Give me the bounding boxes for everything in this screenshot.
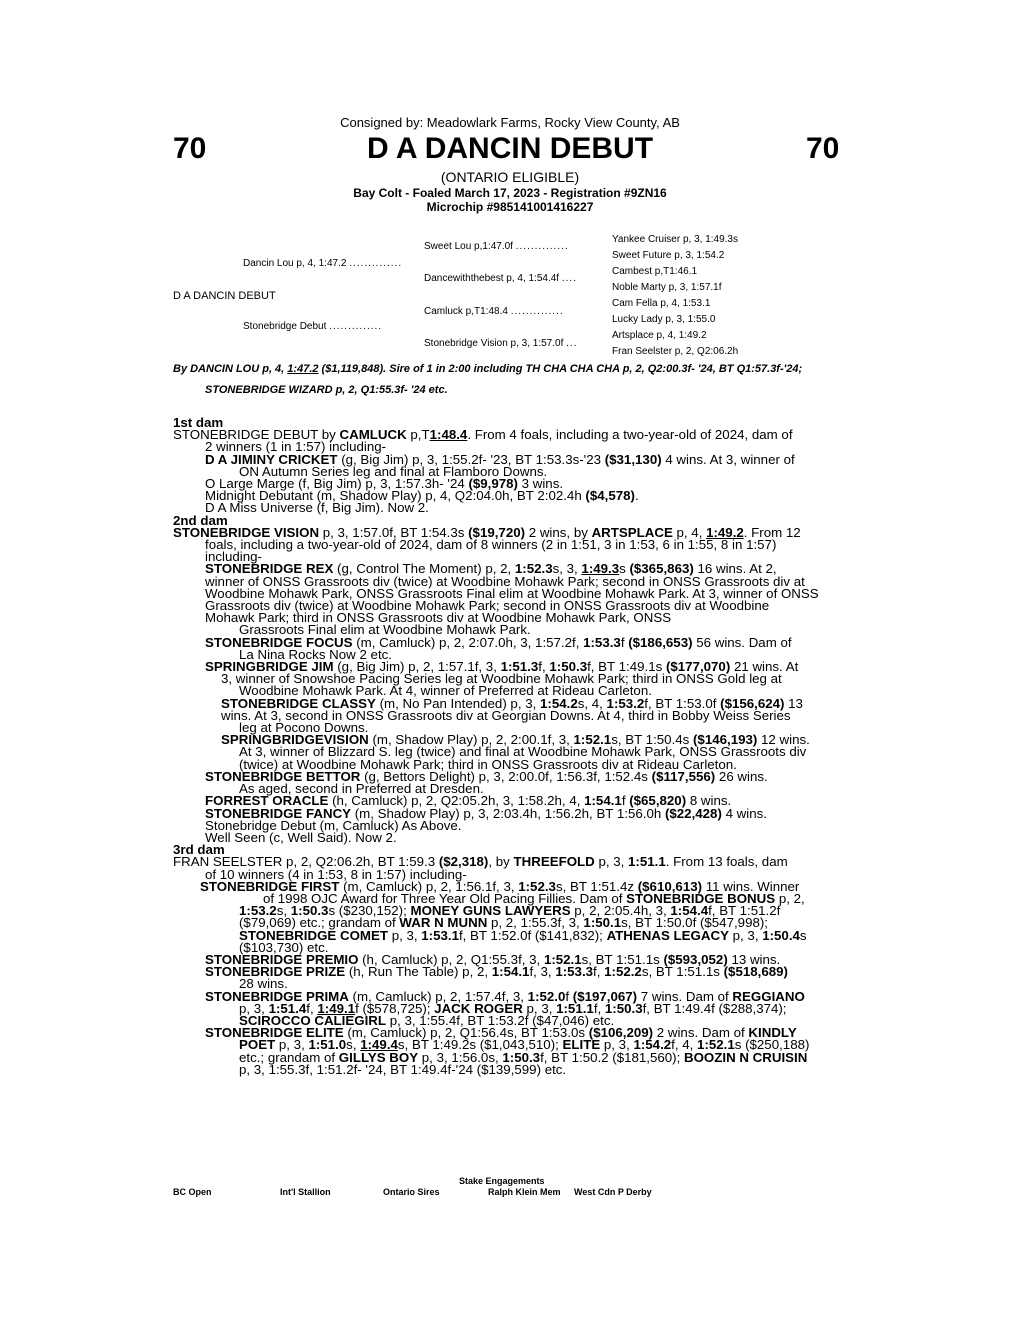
eligibility: (ONTARIO ELIGIBLE): [440, 169, 580, 185]
third-dam-heading: 3rd dam: [173, 842, 225, 858]
produce-entry: STONEBRIDGE FIRST (m, Camluck) p, 2, 1:56.1f, 3, 1:52.3s, BT 1:51.4z ($610,613) 11 wins. Winner: [200, 878, 800, 894]
pedigree-dam: Stonebridge Debut ..............: [243, 321, 383, 332]
sire-summary-line-2: STONEBRIDGE WIZARD p, 2, Q1:55.3f- '24 etc.: [205, 384, 448, 396]
engagement-item: BC Open: [173, 1187, 212, 1197]
produce-entry: SPRINGBRIDGEVISION (m, Shadow Play) p, 2, 2:00.1f, 3, 1:52.1s, BT 1:50.4s ($146,193) 12 wins.: [221, 732, 810, 748]
produce-entry: STONEBRIDGE CLASSY (m, No Pan Intended) p, 3, 1:54.2s, 4, 1:53.2f, BT 1:53.0f ($156,624) 13: [221, 695, 803, 711]
produce-entry: STONEBRIDGE ELITE (m, Camluck) p, 2, Q1:56.4s, BT 1:53.0s ($106,209) 2 wins. Dam of KINDLY: [205, 1025, 797, 1041]
text-line: wins. At 3, second in ONSS Grassroots div at Georgian Downs. At 4, third in Bobby Weiss Series: [221, 707, 791, 723]
text-line: ($103,730) etc.: [239, 939, 329, 955]
produce-entry: STONEBRIDGE FANCY (m, Shadow Play) p, 3, 2:03.4h, 1:56.2h, BT 1:56.0h ($22,428) 4 wins.: [205, 805, 767, 821]
female-family: [173, 417, 863, 1076]
pedigree-g6: Lucky Lady p, 3, 1:55.0: [612, 314, 716, 325]
pedigree-sire-sire: Sweet Lou p,1:47.0f ..............: [424, 241, 569, 252]
text-line: STONEBRIDGE COMET p, 3, 1:53.1f, BT 1:52.0f ($141,832); ATHENAS LEGACY p, 3, 1:50.4s: [239, 927, 807, 943]
horse-description: Bay Colt - Foaled March 17, 2023 - Registration #9ZN16: [353, 186, 667, 200]
pedigree-g7: Artsplace p, 4, 1:49.2: [612, 330, 707, 341]
text-line: of 10 winners (4 in 1:53, 8 in 1:57) including-: [205, 866, 467, 882]
text-line: leg at Pocono Downs.: [239, 720, 369, 736]
engagement-item: Ontario Sires: [383, 1187, 440, 1197]
text-line: (twice) at Woodbine Mohawk Park; third in ONSS Grassroots div at Rideau Carleton.: [239, 756, 737, 772]
microchip: Microchip #985141001416227: [426, 200, 594, 214]
pedigree-g5: Cam Fella p, 4, 1:53.1: [612, 298, 711, 309]
produce-entry: O Large Marge (f, Big Jim) p, 3, 1:57.3h- '24 ($9,978) 3 wins.: [205, 476, 564, 492]
text-line: As aged, second in Preferred at Dresden.: [239, 781, 484, 797]
text-line: At 3, winner of Blizzard S. leg (twice) and final at Woodbine Mohawk Park, ONSS Grassroots div: [239, 744, 807, 760]
pedigree-g1: Yankee Cruiser p, 3, 1:49.3s: [612, 234, 738, 245]
engagement-item: Int'l Stallion: [280, 1187, 331, 1197]
pedigree-g3: Cambest p,T1:46.1: [612, 266, 698, 277]
engagement-item: Ralph Klein Mem: [488, 1187, 561, 1197]
text-line: foals, including a two-year-old of 2024, dam of 8 winners (2 in 1:51, 3 in 1:53, 6 in 1:55, 8 in 1:57): [205, 537, 777, 553]
text-line: 2 winners (1 in 1:57) including-: [205, 439, 387, 455]
produce-entry: STONEBRIDGE PRIMA (m, Camluck) p, 2, 1:57.4f, 3, 1:52.0f ($197,067) 7 wins. Dam of REGGIANO: [205, 988, 805, 1004]
produce-entry: STONEBRIDGE PRIZE (h, Run The Table) p, 2, 1:54.1f, 3, 1:53.3f, 1:52.2s, BT 1:51.1s ($518,689): [205, 964, 788, 980]
text-line: 3, winner of Snowshoe Pacing Series leg at Woodbine Mohawk Park; third in ONSS Gold leg at: [221, 671, 782, 687]
text-line: Grassroots Final elim at Woodbine Mohawk Park.: [239, 622, 531, 638]
produce-entry: STONEBRIDGE BETTOR (g, Bettors Delight) p, 3, 2:00.0f, 1:56.3f, 1:52.4s ($117,556) 26 wins.: [205, 768, 768, 784]
stake-engagements-heading: Stake Engagements: [459, 1176, 545, 1186]
pedigree-sire-dam: Dancewiththebest p, 4, 1:54.4f ....: [424, 273, 577, 284]
produce-entry: STONEBRIDGE PREMIO (h, Camluck) p, 2, Q1:55.3f, 3, 1:52.1s, BT 1:51.1s ($593,052) 13 wins.: [205, 951, 781, 967]
text-line: p, 3, 1:51.4f, 1:49.1f ($578,725); JACK ROGER p, 3, 1:51.1f, 1:50.3f, BT 1:49.4f ($288,374);: [239, 1000, 787, 1016]
text-line: Woodbine Mohawk Park, ONSS Grassroots Final elim at Woodbine Mohawk Park. At 3, winner of ONSS: [205, 585, 819, 601]
text-line: POET p, 3, 1:51.0s, 1:49.4s, BT 1:49.2s ($1,043,510); ELITE p, 3, 1:54.2f, 4, 1:52.1s ($250,188): [239, 1037, 810, 1053]
produce-entry: SPRINGBRIDGE JIM (g, Big Jim) p, 2, 1:57.1f, 3, 1:51.3f, 1:50.3f, BT 1:49.1s ($177,070) 21 wins. At: [205, 659, 799, 675]
horse-name: D A DANCIN DEBUT: [366, 132, 654, 165]
text-line: SCIROCCO CALIEGIRL p, 3, 1:55.4f, BT 1:53.2f ($47,046) etc.: [239, 1012, 615, 1028]
text-line: Mohawk Park; third in ONSS Grassroots div at Woodbine Mohawk Park, ONSS: [205, 610, 672, 626]
text-line: 1:53.2s, 1:50.3s ($230,152); MONEY GUNS LAWYERS p, 2, 2:05.4h, 3, 1:54.4f, BT 1:51.2f: [239, 903, 781, 919]
text-line: etc.; grandam of GILLYS BOY p, 3, 1:56.0s, 1:50.3f, BT 1:50.2 ($181,560); BOOZIN N CRUISIN: [239, 1049, 808, 1065]
text-line: Grassroots div (twice) at Woodbine Mohawk Park; second in ONSS Grassroots div at Woodbine: [205, 598, 770, 614]
pedigree-sire: Dancin Lou p, 4, 1:47.2 ..............: [243, 258, 403, 269]
pedigree-g8: Fran Seelster p, 2, Q2:06.2h: [612, 346, 739, 357]
pedigree-dam-sire: Camluck p,T1:48.4 ..............: [424, 306, 564, 317]
hip-number-right: 70: [806, 132, 840, 165]
text-line: ($79,069) etc.; grandam of WAR N MUNN p, 2, 1:55.3f, 3, 1:50.1s, BT 1:50.0f ($547,998);: [239, 915, 768, 931]
consignor-line: Consigned by: Meadowlark Farms, Rocky View County, AB: [340, 115, 680, 130]
produce-entry: STONEBRIDGE REX (g, Control The Moment) p, 2, 1:52.3s, 3, 1:49.3s ($365,863) 16 wins. At 2,: [205, 561, 777, 577]
produce-entry: FORREST ORACLE (h, Camluck) p, 2, Q2:05.2h, 3, 1:58.2h, 4, 1:54.1f ($65,820) 8 wins.: [205, 793, 732, 809]
produce-entry: D A Miss Universe (f, Big Jim). Now 2.: [205, 500, 429, 516]
second-dam-line: STONEBRIDGE VISION p, 3, 1:57.0f, BT 1:54.3s ($19,720) 2 wins, by ARTSPLACE p, 4, 1:49.2. From 12: [173, 524, 801, 540]
text-line: of 1998 OJC Award for Three Year Old Pacing Fillies. Dam of STONEBRIDGE BONUS p, 2,: [263, 890, 805, 906]
text-line: 28 wins.: [239, 976, 288, 992]
pedigree-g2: Sweet Future p, 3, 1:54.2: [612, 250, 725, 261]
pedigree-horse: D A DANCIN DEBUT: [173, 290, 276, 302]
produce-entry: D A JIMINY CRICKET (g, Big Jim) p, 3, 1:55.2f- '23, BT 1:53.3s-'23 ($31,130) 4 wins. At 3, winner of: [205, 451, 795, 467]
pedigree-dam-dam: Stonebridge Vision p, 3, 1:57.0f ...: [424, 338, 578, 349]
pedigree-g4: Noble Marty p, 3, 1:57.1f: [612, 282, 722, 293]
produce-entry: STONEBRIDGE FOCUS (m, Camluck) p, 2, 2:07.0h, 3, 1:57.2f, 1:53.3f ($186,653) 56 wins. Dam of: [205, 634, 792, 650]
produce-entry: Stonebridge Debut (m, Camluck) As Above.: [205, 817, 462, 833]
produce-entry: Midnight Debutant (m, Shadow Play) p, 4, Q2:04.0h, BT 2:02.4h ($4,578).: [205, 488, 639, 504]
text-line: winner of ONSS Grassroots div (twice) at Woodbine Mohawk Park; second in ONSS Grassroots div at: [205, 573, 805, 589]
text-line: La Nina Rocks Now 2 etc.: [239, 646, 392, 662]
first-dam-line: STONEBRIDGE DEBUT by CAMLUCK p,T1:48.4. From 4 foals, including a two-year-old of 2024, dam of: [173, 427, 793, 443]
hip-number-left: 70: [173, 132, 207, 165]
text-line: Woodbine Mohawk Park. At 4, winner of Preferred at Rideau Carleton.: [239, 683, 652, 699]
text-line: ON Autumn Series leg and final at Flamboro Downs.: [239, 463, 548, 479]
text-line: p, 3, 1:55.3f, 1:51.2f- '24, BT 1:49.4f-'24 ($139,599) etc.: [239, 1061, 567, 1077]
produce-entry: Well Seen (c, Well Said). Now 2.: [205, 829, 397, 845]
sire-summary: By DANCIN LOU p, 4, 1:47.2 ($1,119,848). Sire of 1 in 2:00 including TH CHA CHA CHA p, 2, Q2:00.3f- '24, BT Q1:57.3f-'24;: [173, 363, 803, 375]
text-line: including-: [205, 549, 262, 565]
third-dam-line: FRAN SEELSTER p, 2, Q2:06.2h, BT 1:59.3 ($2,318), by THREEFOLD p, 3, 1:51.1. From 13 foals, dam: [173, 854, 788, 870]
second-dam-heading: 2nd dam: [173, 512, 228, 528]
engagement-item: West Cdn P Derby: [574, 1187, 652, 1197]
first-dam-heading: 1st dam: [173, 415, 224, 430]
